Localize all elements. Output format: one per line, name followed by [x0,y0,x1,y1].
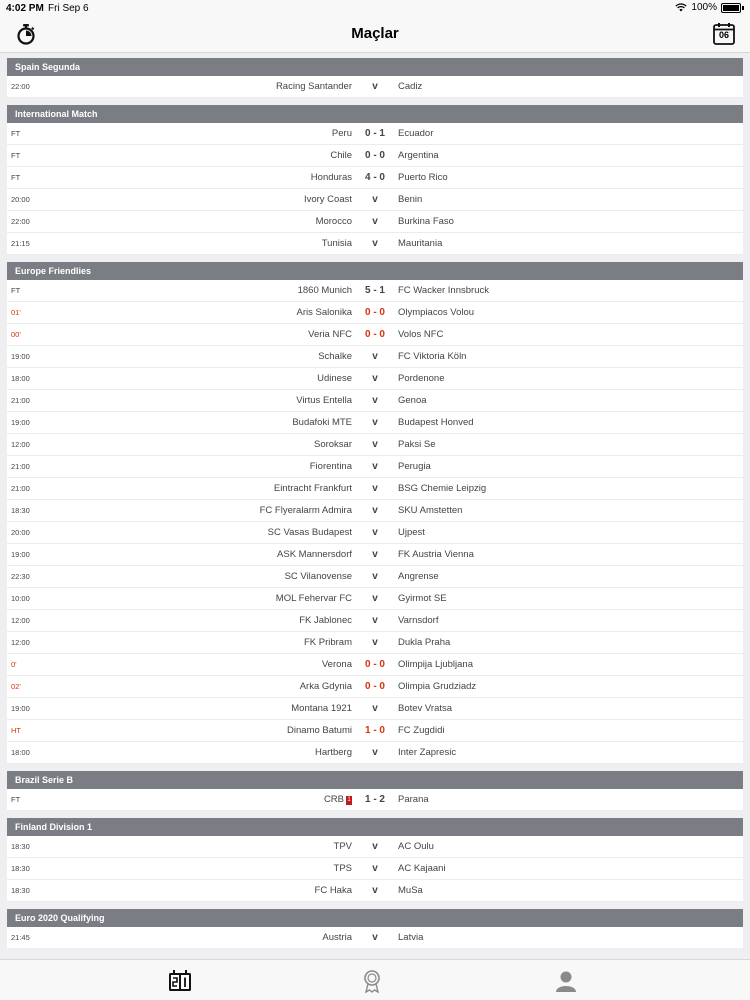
scoreboard-icon[interactable] [168,969,192,993]
home-team [260,500,352,521]
away-team: Olympiacos Volou [398,307,475,318]
match-score: v [372,395,378,406]
match-row[interactable] [7,522,743,544]
match-row[interactable] [7,478,743,500]
match-status: HT [11,726,21,735]
away-team: Dukla Praha [398,637,451,648]
home-team-name: Budafoki MTE [292,417,352,428]
league-section [7,58,743,98]
away-team: FC Wacker Innsbruck [398,285,489,296]
match-score: v [372,637,378,648]
match-row[interactable] [7,588,743,610]
away-team: FK Austria Vienna [398,549,474,560]
away-team: Varnsdorf [398,615,439,626]
match-score: 0 - 0 [364,329,385,340]
match-row[interactable] [7,302,743,324]
away-team: Budapest Honved [398,417,474,428]
home-team [274,478,352,499]
away-team: Olimpija Ljubljana [398,659,473,670]
league-header[interactable]: Finland Division 1 [7,818,743,836]
home-team-name: Hartberg [315,747,352,758]
away-team: Volos NFC [398,329,444,340]
match-status: 21:00 [11,462,30,471]
match-row[interactable] [7,927,743,949]
home-team-name: SC Vilanovense [284,571,352,582]
match-status: 02' [11,682,21,691]
match-status: 20:00 [11,528,30,537]
match-row[interactable] [7,346,743,368]
match-score: v [372,238,378,249]
match-status: 21:00 [11,484,30,493]
home-team [276,76,352,97]
match-status: FT [11,129,21,138]
match-status: 21:45 [11,933,30,942]
match-score: v [372,439,378,450]
away-team: Genoa [398,395,427,406]
home-team-name: Udinese [317,373,352,384]
home-team-name: FC Flyeralarm Admira [259,505,352,516]
wifi-icon [675,3,687,12]
home-team [310,456,352,477]
match-status: 18:30 [11,842,30,851]
match-status: 21:15 [11,239,30,248]
match-status: 12:00 [11,440,30,449]
league-section [7,909,743,949]
match-row[interactable] [7,789,743,811]
home-team-name: Virtus Entella [296,395,352,406]
match-score: v [372,703,378,714]
home-team-name: Eintracht Frankfurt [273,483,352,494]
home-team [324,789,352,810]
match-status: 12:00 [11,616,30,625]
match-score: v [372,461,378,472]
match-status: 19:00 [11,418,30,427]
match-row[interactable] [7,434,743,456]
league-header[interactable]: Spain Segunda [7,58,743,76]
home-team-name: Dinamo Batumi [287,725,352,736]
home-team-name: Aris Salonika [296,307,352,318]
match-row[interactable] [7,456,743,478]
match-row[interactable] [7,632,743,654]
match-status: FT [11,286,21,295]
home-team-name: Montana 1921 [291,703,352,714]
home-team-name: Ivory Coast [303,194,352,205]
page-title: Maçlar [351,25,399,42]
match-row[interactable] [7,145,743,167]
match-row[interactable] [7,500,743,522]
away-team: Puerto Rico [398,172,448,183]
match-score: 5 - 1 [364,285,385,296]
home-team [276,588,352,609]
match-status: 22:00 [11,217,30,226]
match-row[interactable] [7,390,743,412]
match-status: 01' [11,308,21,317]
away-team: MuSa [398,885,423,896]
match-score: 0 - 1 [364,128,385,139]
home-team [311,167,352,188]
home-team [287,720,352,741]
match-status: FT [11,151,21,160]
match-list [7,58,743,956]
away-team: Parana [398,794,429,805]
match-score: v [372,571,378,582]
match-status: 18:30 [11,506,30,515]
home-team-name: Schalke [318,351,352,362]
match-score: 0 - 0 [364,659,385,670]
match-row[interactable] [7,610,743,632]
home-team-name: Peru [331,128,352,139]
match-row[interactable] [7,544,743,566]
match-status: 22:30 [11,572,30,581]
match-score: v [372,615,378,626]
league-header[interactable]: Europe Friendlies [7,262,743,280]
home-team-name: FK Jablonec [299,615,352,626]
league-section [7,771,743,811]
league-section [7,105,743,255]
away-team: AC Oulu [398,841,434,852]
match-status: 19:00 [11,352,30,361]
home-team [304,632,352,653]
home-team [277,544,352,565]
match-row[interactable] [7,654,743,676]
away-team: Latvia [398,932,424,943]
match-score: 0 - 0 [364,307,385,318]
profile-icon[interactable] [554,969,578,993]
match-score: v [372,549,378,560]
away-team: Cadiz [398,81,423,92]
match-row[interactable] [7,280,743,302]
home-team [297,302,352,323]
status-date: Fri Sep 6 [48,3,89,14]
status-right [675,2,744,13]
calendar-day: 06 [718,30,729,40]
away-team: Benin [398,194,423,205]
home-team [292,412,352,433]
match-row[interactable] [7,412,743,434]
home-team-name: TPV [333,841,352,852]
home-team-name: FC Haka [314,885,352,896]
home-team-name: MOL Fehervar FC [275,593,352,604]
match-score: 4 - 0 [364,172,385,183]
match-status: FT [11,173,21,182]
away-team: Ujpest [398,527,425,538]
home-team [318,346,352,367]
away-team: FC Zugdidi [398,725,445,736]
match-row[interactable] [7,324,743,346]
home-team [291,698,352,719]
match-score: v [372,885,378,896]
away-team: SKU Amstetten [398,505,463,516]
away-team: Perugia [398,461,431,472]
match-status: FT [11,795,21,804]
home-team-name: Tunisia [321,238,352,249]
home-team [322,654,352,675]
tab-bar [0,959,750,1000]
match-row[interactable] [7,836,743,858]
home-team-name: TPS [333,863,352,874]
league-header[interactable]: Euro 2020 Qualifying [7,909,743,927]
match-score: v [372,373,378,384]
away-team: Olimpia Grudziadz [398,681,477,692]
home-team-name: Verona [321,659,352,670]
home-team [316,211,352,232]
home-team-name: CRB [323,794,344,805]
home-team [332,123,352,144]
match-row[interactable] [7,858,743,880]
league-header[interactable]: Brazil Serie B [7,771,743,789]
match-status: 18:30 [11,886,30,895]
match-status: 10:00 [11,594,30,603]
home-team-name: Veria NFC [308,329,352,340]
away-team: FC Viktoria Köln [398,351,467,362]
match-row[interactable] [7,233,743,255]
match-row[interactable] [7,189,743,211]
match-status: 20:00 [11,195,30,204]
match-status: 19:00 [11,704,30,713]
match-status: 18:30 [11,864,30,873]
match-score: v [372,593,378,604]
match-score: v [372,81,378,92]
match-row[interactable] [7,123,743,145]
home-team-name: Fiorentina [309,461,352,472]
home-team [268,522,352,543]
away-team: AC Kajaani [398,863,446,874]
league-section [7,818,743,902]
home-team [334,858,352,879]
match-score: v [372,483,378,494]
home-team-name: 1860 Munich [297,285,352,296]
away-team: Ecuador [398,128,434,139]
match-row[interactable] [7,566,743,588]
match-score: v [372,417,378,428]
home-team [317,368,352,389]
home-team-name: SC Vasas Budapest [267,527,352,538]
home-team-name: Racing Santander [275,81,352,92]
match-row[interactable] [7,742,743,764]
match-score: v [372,216,378,227]
match-score: v [372,863,378,874]
league-section [7,262,743,764]
home-team [285,566,352,587]
match-row[interactable] [7,698,743,720]
home-team [314,434,352,455]
home-team-name: Chile [330,150,352,161]
home-team [322,233,352,254]
match-score: 1 - 0 [364,725,385,736]
match-score: 0 - 0 [364,150,385,161]
away-team: Angrense [398,571,439,582]
match-score: v [372,194,378,205]
home-team [308,324,352,345]
status-bar [0,0,750,16]
away-team: Inter Zapresic [398,747,457,758]
home-team [296,390,352,411]
match-score: v [372,747,378,758]
home-team-name: Arka Gdynia [299,681,352,692]
home-team [315,742,352,763]
match-row[interactable] [7,211,743,233]
status-time: 4:02 PM [6,3,44,14]
match-status: 21:00 [11,396,30,405]
home-team [330,145,352,166]
nav-bar [0,16,750,53]
away-team: BSG Chemie Leipzig [398,483,487,494]
away-team: Botev Vratsa [398,703,453,714]
league-header[interactable]: International Match [7,105,743,123]
match-score: 1 - 2 [364,794,385,805]
match-status: 19:00 [11,550,30,559]
home-team [299,610,352,631]
match-score: v [372,527,378,538]
match-status: 0' [11,660,17,669]
match-status: 18:00 [11,374,30,383]
match-status: 22:00 [11,82,30,91]
home-team [322,927,352,948]
home-team-name: Honduras [310,172,352,183]
home-team [334,836,352,857]
home-team-name: Soroksar [313,439,352,450]
match-row[interactable] [7,368,743,390]
award-icon[interactable] [360,969,384,993]
away-team: Pordenone [398,373,445,384]
home-team-name: ASK Mannersdorf [277,549,352,560]
away-team: Burkina Faso [398,216,454,227]
home-team [298,280,352,301]
home-team [304,189,352,210]
home-team [300,676,352,697]
match-row[interactable] [7,720,743,742]
red-card-badge: 1 [347,797,351,803]
battery-icon [721,3,741,13]
match-score: v [372,932,378,943]
calendar-button[interactable] [712,22,736,46]
match-row[interactable] [7,676,743,698]
battery-percent: 100% [691,2,717,13]
match-score: v [372,841,378,852]
match-status: 00' [11,330,21,339]
match-row[interactable] [7,167,743,189]
home-team-name: Morocco [315,216,352,227]
match-score: 0 - 0 [364,681,385,692]
away-team: Paksi Se [398,439,436,450]
away-team: Gyirmot SE [398,593,447,604]
match-status: 12:00 [11,638,30,647]
home-team-name: FK Pribram [303,637,352,648]
match-status: 18:00 [11,748,30,757]
match-row[interactable] [7,880,743,902]
away-team: Mauritania [398,238,443,249]
home-team [315,880,352,901]
match-score: v [372,505,378,516]
away-team: Argentina [398,150,439,161]
match-row[interactable] [7,76,743,98]
home-team-name: Austria [322,932,352,943]
match-score: v [372,351,378,362]
